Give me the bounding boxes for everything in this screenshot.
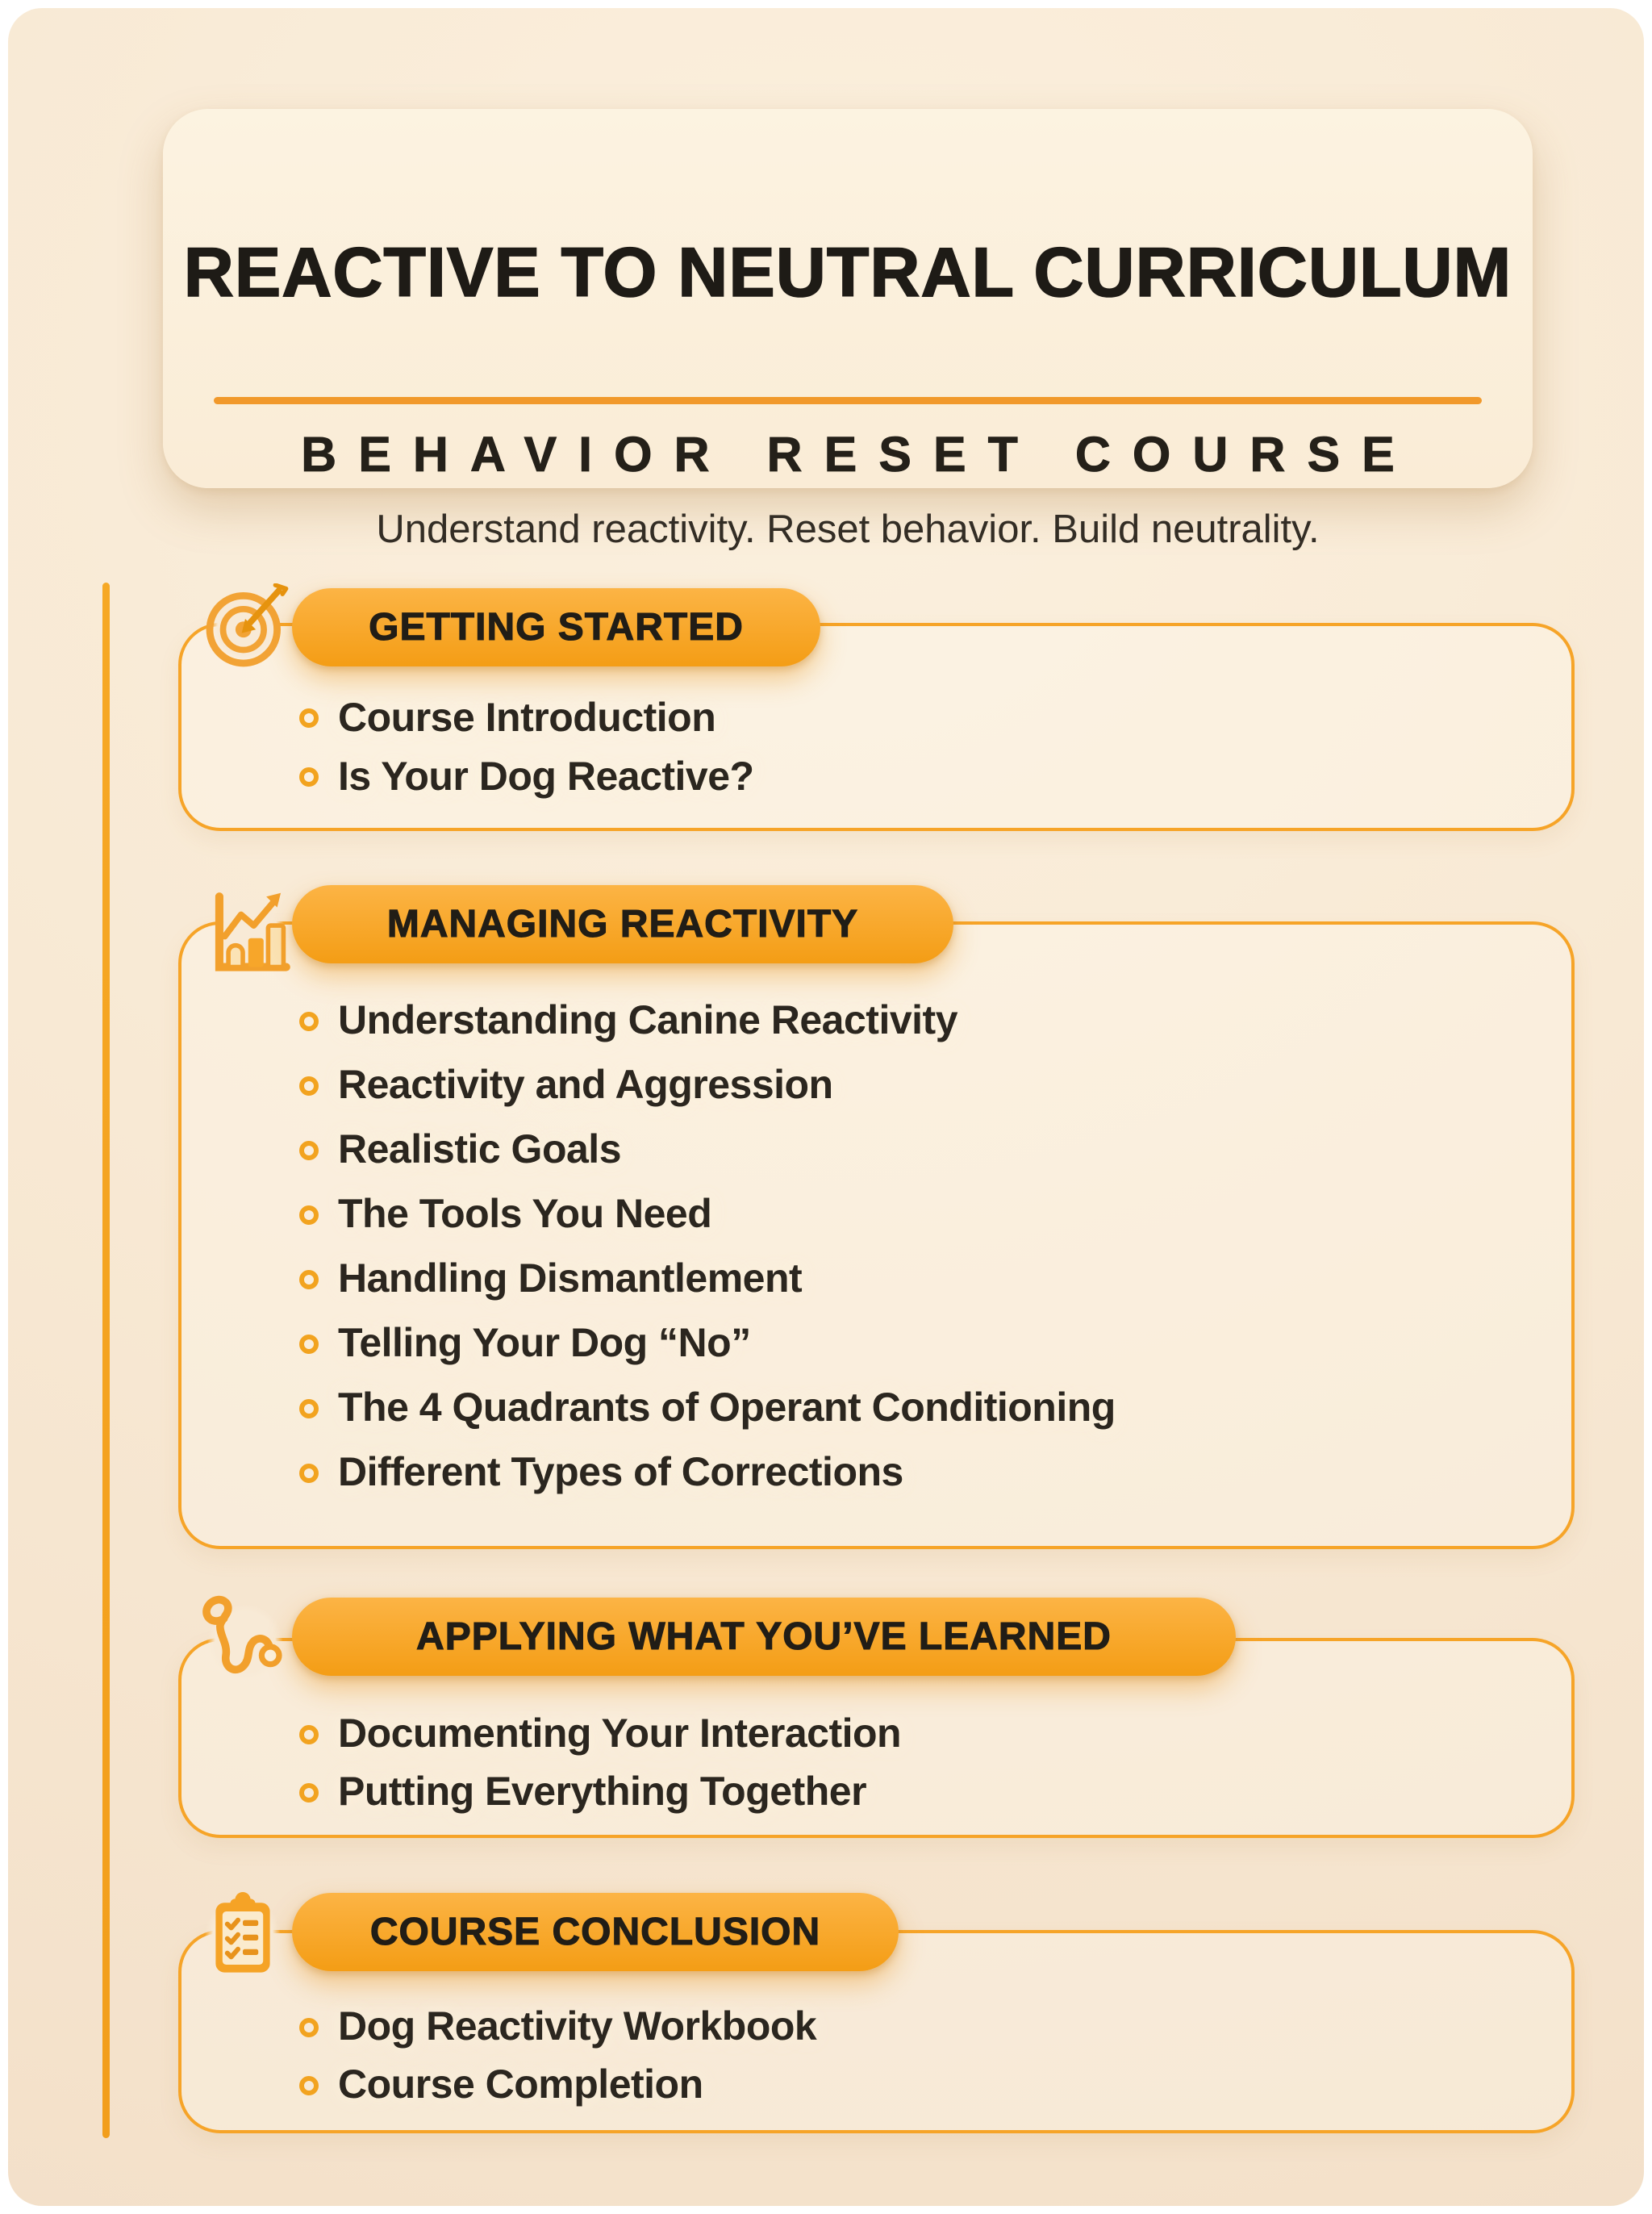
bullet-ring-icon	[299, 1270, 319, 1289]
list-item	[299, 1375, 1116, 1439]
section-pill-getting-started	[292, 588, 820, 666]
bullet-ring-icon	[299, 1464, 319, 1483]
list-item	[299, 687, 754, 746]
list-item	[299, 1117, 1116, 1181]
bullet-ring-icon	[299, 708, 319, 728]
section-card-applying-learned	[178, 1615, 1575, 1838]
item-label: Different Types of Corrections	[338, 1449, 903, 1494]
item-label: Putting Everything Together	[338, 1769, 867, 1814]
item-label: Telling Your Dog “No”	[338, 1320, 751, 1365]
list-item	[299, 1439, 1116, 1504]
item-label: Documenting Your Interaction	[338, 1711, 902, 1756]
section-card-managing-reactivity	[178, 903, 1575, 1549]
item-label: Realistic Goals	[338, 1126, 621, 1172]
page-title: REACTIVE TO NEUTRAL CURRICULUM	[183, 234, 1512, 311]
bullet-ring-icon	[299, 2018, 319, 2037]
course-name: BEHAVIOR RESET COURSE	[301, 427, 1416, 482]
section-pill-managing-reactivity	[292, 885, 953, 963]
bullet-ring-icon	[299, 1783, 319, 1803]
list-item	[299, 1052, 1116, 1117]
section-items	[299, 687, 754, 805]
list-item	[299, 1762, 901, 1820]
list-item	[299, 1997, 816, 2055]
item-label: Dog Reactivity Workbook	[338, 2003, 817, 2049]
bullet-ring-icon	[299, 1725, 319, 1744]
list-item	[299, 2055, 816, 2113]
bullet-ring-icon	[299, 767, 319, 787]
item-label: Understanding Canine Reactivity	[338, 997, 957, 1042]
section-label: COURSE CONCLUSION	[369, 1911, 821, 1953]
bullet-ring-icon	[299, 2076, 319, 2095]
section-label: MANAGING REACTIVITY	[386, 903, 859, 946]
section-items	[299, 1997, 816, 2113]
section-items	[299, 988, 1116, 1504]
section-pill-applying-learned	[292, 1598, 1236, 1676]
spine-line	[102, 583, 110, 2138]
bullet-ring-icon	[299, 1335, 319, 1354]
list-item	[299, 746, 754, 805]
bullet-ring-icon	[299, 1141, 319, 1160]
list-item	[299, 988, 1116, 1052]
header-card	[163, 109, 1533, 551]
bullet-ring-icon	[299, 1076, 319, 1096]
section-pill-course-conclusion	[292, 1893, 899, 1971]
bar-chart-icon	[205, 888, 295, 978]
item-label: The Tools You Need	[338, 1191, 712, 1236]
section-items	[299, 1704, 901, 1820]
section-label: GETTING STARTED	[369, 606, 744, 649]
item-label: The 4 Quadrants of Operant Conditioning	[338, 1385, 1116, 1430]
target-icon	[201, 583, 290, 672]
list-item	[299, 1310, 1116, 1375]
infographic-canvas	[8, 8, 1644, 2206]
leash-icon	[197, 1594, 294, 1690]
section-card-getting-started	[178, 606, 1575, 831]
item-label: Is Your Dog Reactive?	[338, 753, 754, 799]
bullet-ring-icon	[299, 1012, 319, 1031]
item-label: Course Completion	[338, 2062, 703, 2107]
header-divider	[214, 397, 1482, 404]
section-card-course-conclusion	[178, 1911, 1575, 2133]
list-item	[299, 1246, 1116, 1310]
item-label: Handling Dismantlement	[338, 1255, 803, 1301]
bullet-ring-icon	[299, 1399, 319, 1418]
section-label: APPLYING WHAT YOU’VE LEARNED	[416, 1615, 1112, 1658]
list-item	[299, 1704, 901, 1762]
bullet-ring-icon	[299, 1205, 319, 1225]
item-label: Course Introduction	[338, 694, 716, 740]
item-label: Reactivity and Aggression	[338, 1062, 833, 1107]
clipboard-checklist-icon	[194, 1887, 291, 1984]
list-item	[299, 1181, 1116, 1246]
tagline: Understand reactivity. Reset behavior. Build neutrality.	[376, 508, 1320, 551]
